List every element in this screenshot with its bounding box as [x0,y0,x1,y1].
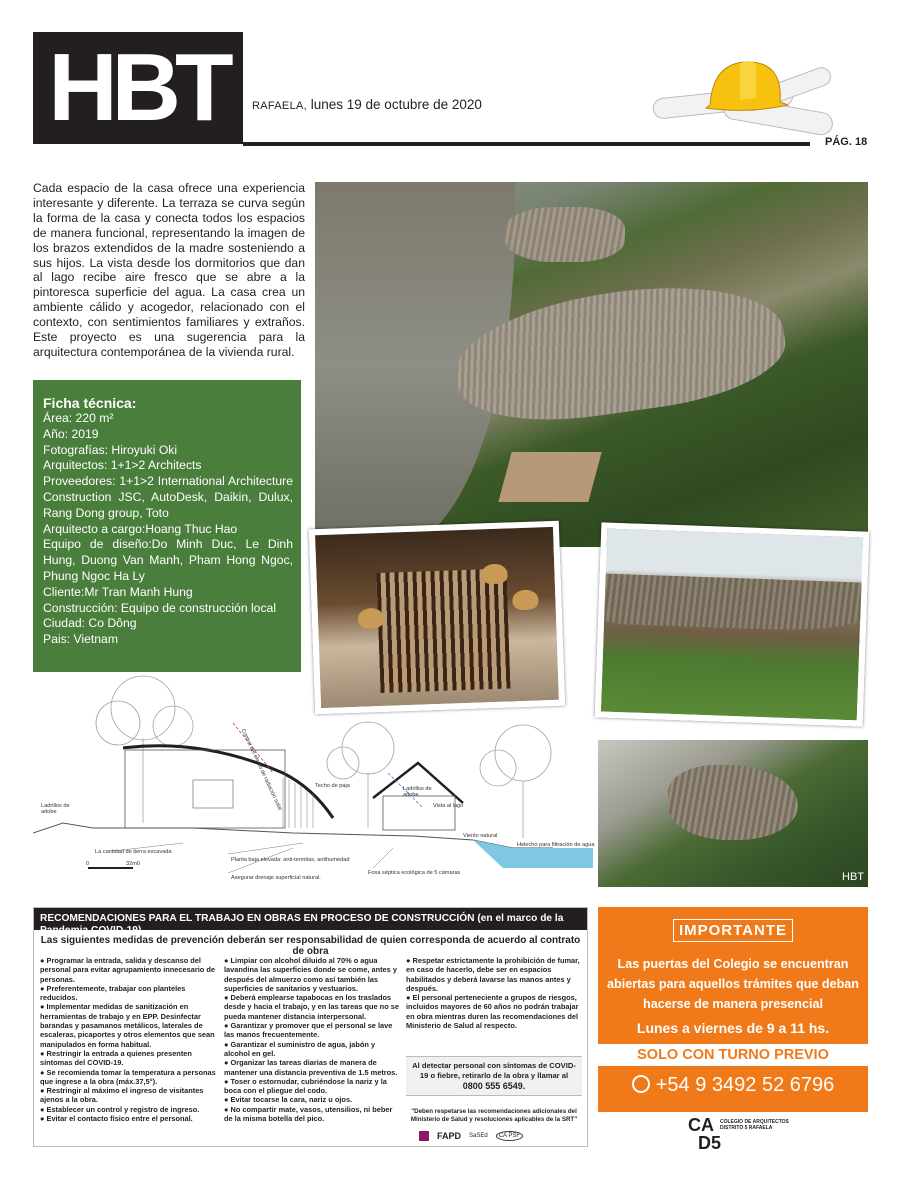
label-plants: Planta baja elevada: anti-termitas, antihumedad [231,857,350,863]
ficha-providers: Proveedores: 1+1>2 International Architecture Construction JSC, AutoDesk, Daikin, Dulux, Rang Dong group, Toto [43,474,293,520]
dateline-city: RAFAELA, [252,100,307,112]
page-number: PÁG. 18 [825,136,868,148]
terrace-deck [498,452,601,502]
sased-logo: SaSEd [469,1133,488,1139]
rec-item: ● Limpiar con alcohol diluido al 70% o agua lavandina las superficies donde se come, antes y después del almuerzo como así también las superficies de sanitarios y vestuarios. [224,956,397,993]
secondary-roof [505,207,625,262]
aerial-roof [668,765,798,840]
cad5-logo [688,1116,798,1160]
rec-item: ● Garantizar el suministro de agua, jabón y alcohol en gel. [224,1039,376,1058]
pendant-lamp [358,608,385,629]
whatsapp-icon [632,1075,650,1093]
dateline [252,97,482,112]
cad-line-1: CA [688,1115,714,1135]
label-excavated: La cantidad de tierra excavada [95,849,172,855]
label-adobe-right: Ladrillos de adobe [403,786,432,798]
ficha-area: Área: 220 m² [43,411,114,425]
rec-header [34,908,587,936]
label-control: Control del efecto de radiación solar [239,728,283,812]
ficha-client: Cliente:Mr Tran Manh Hung [43,584,193,599]
importante-text: Las puertas del Colegio se encuentran abiertas para aquellos trámites que deban hacerse de manera presencial [607,957,859,1011]
capsf-logo: CA PSF [496,1131,523,1141]
rec-item: ● Respetar estrictamente la prohibición de fumar, en caso de hacerlo, debe ser en espacios habilitados y deberá lavarse las manos antes y después. [406,956,580,993]
label-adobe-left: Ladrillos de adobe [41,803,70,815]
phone-number: +54 9 3492 52 6796 [655,1074,835,1096]
ficha-title: Ficha técnica: [43,395,137,411]
fapd-logo: FAPD [437,1131,462,1141]
helmet-blueprint-illustration [648,50,838,140]
label-fern: Helecho para filtración de agua [517,842,595,848]
rec-item: ● Preferentemente, trabajar con planteles reducidos. [40,983,186,1003]
label-lake-view: Vista al lago [433,803,464,809]
dateline-date: lunes 19 de octubre de 2020 [310,97,482,112]
rec-item: ● Implementar medidas de sanitización en herramientas de trabajo y en EPP. Desinfectar barandas y pasamanos metálicos, laterales de escaleras, picaportes y otros elementos que sean manipulados en forma habitual. [40,1002,215,1049]
recomendaciones-box [33,907,588,1147]
cad-small-text: COLEGIO DE ARQUITECTOS DISTRITO 5 RAFAELA [720,1119,789,1131]
ficha-team: Equipo de diseño:Do Minh Duc, Le Dinh Hung, Duong Van Manh, Pham Hong Ngoc, Phung Ngoc Ha Ly [43,537,293,583]
header-rule [243,142,810,146]
rec-item: ● Evitar tocarse la cara, nariz u ojos. [224,1095,353,1105]
intro-paragraph: Cada espacio de la casa ofrece una experiencia interesante y diferente. La terraza se curva según la forma de la casa y conecta todos los espacios de manera funcional, representando la imagen de los brazos extendidos de la madre sosteniendo a sus hijos. La vista desde los dormitorios que dan al lago recibe aire fresco que se abre a la pintoresca superficie del agua. La casa crea un ambiente cálido y acogedor, relacionado con el contexto, con sentimientos familiares y extraños. Este proyecto es una sugerencia para la arquitectura contemporánea de la vivienda rural. [33,181,305,359]
covid-alert-box [406,1056,582,1096]
rec-item: ● El personal perteneciente a grupos de riesgos, incluidos mayores de 60 años no podrán trabajar en obra mientras duren las recomendaciones del Ministerio de Salud al respecto. [406,993,579,1031]
label-wind: Viento natural [463,833,498,839]
rec-item: ● Garantizar y promover que el personal se lave las manos frecuentemente. [224,1021,393,1040]
ficha-tecnica-box [33,380,301,672]
rec-item: ● Deberá emplearse tapabocas en los traslados desde y hacia el trabajo, y en las tareas que no se pueda mantener distancia interpersonal. [224,993,399,1021]
sponsor-logos [419,1128,579,1144]
rec-title: RECOMENDACIONES PARA EL TRABAJO EN OBRAS EN PROCESO DE CONSTRUCCIÓN [40,913,475,924]
rec-item: ● Se recomienda tomar la temperatura a personas que ingrese a la obra (máx.37,5°). [40,1067,216,1086]
ficha-construction: Construcción: Equipo de construcción local [43,600,277,615]
rec-item: ● Programar la entrada, salida y descanso del personal para evitar agrupamiento innecesario de personas. [40,956,215,984]
hbt-logo: HBT [33,32,243,144]
aerial-house-photo [315,182,868,547]
ficha-year: Año: 2019 [43,426,99,441]
importante-turno: SOLO CON TURNO PREVIO [598,1044,868,1066]
pendant-lamp [481,564,508,585]
alert-phone: 0800 555 6549. [462,1081,526,1091]
cad-line-2: D5 [698,1133,722,1153]
importante-hours: Lunes a viernes de 9 a 11 hs. [636,1020,830,1036]
rec-column-2 [224,956,400,1123]
ficha-architects: Arquitectos: 1+1>2 Architects [43,458,202,473]
importante-title: IMPORTANTE [673,919,793,942]
photo-tag: HBT [842,871,864,883]
rec-note: "Deben respetarse las recomendaciones adicionales del Ministerio de Salud y resoluciones aplicables de la SRT" [410,1108,578,1123]
rec-item: ● Organizar las tareas diarias de manera de mantener una distancia preventiva de 1.5 metros. [224,1058,398,1077]
rec-column-3 [406,956,584,1030]
rec-item: ● Establecer un control y registro de ingreso. [40,1104,200,1114]
aerial-photo-secondary [598,740,868,887]
section-drawing [33,668,593,890]
label-drain: Asegurar drenaje superficial natural. [231,875,321,881]
exterior-roof [604,574,869,633]
rec-item: ● Evitar el contacto físico entre el personal. [40,1114,193,1124]
ficha-photos: Fotografías: Hiroyuki Oki [43,442,178,457]
label-septic: Fosa séptica ecológica de 5 cámaras [368,870,461,876]
rec-item: ● Toser o estornudar, cubriéndose la nariz y la boca con el pliegue del codo. [224,1076,387,1096]
ficha-country: Pais: Vietnam [43,632,118,647]
label-scale-start: 0 [86,861,90,867]
rec-item: ● Restringir al máximo el ingreso de visitantes ajenos a la obra. [40,1086,204,1105]
exterior-photo [595,522,870,726]
ficha-city: Ciudad: Co Dông [43,616,137,631]
rec-item: ● No compartir mate, vasos, utensilios, ni beber de la misma botella del pico. [224,1104,393,1124]
rec-item: ● Restringir la entrada a quienes presenten síntomas del COVID-19. [40,1048,192,1068]
label-roof: Techo de paja [315,783,350,789]
importante-box [598,907,868,1112]
alert-text: Al detectar personal con síntomas de COVID-19 o fiebre, retirarlo de la obra y llamar al [412,1061,576,1080]
rec-column-1 [40,956,218,1123]
ficha-lead: Arquitecto a cargo:Hoang Thuc Hao [43,521,238,536]
importante-phone [598,1073,868,1097]
rec-subtitle: Las siguientes medidas de prevención deberán ser responsabilidad de quien corresponda de acuerdo al contrato de obra [40,935,581,957]
rec-title-suffix: (en el marco de la Pandemia COVID-19) [40,913,564,936]
university-logo-icon [419,1131,429,1141]
pendant-lamp [512,589,539,610]
label-scale: 32m0 [126,861,140,867]
